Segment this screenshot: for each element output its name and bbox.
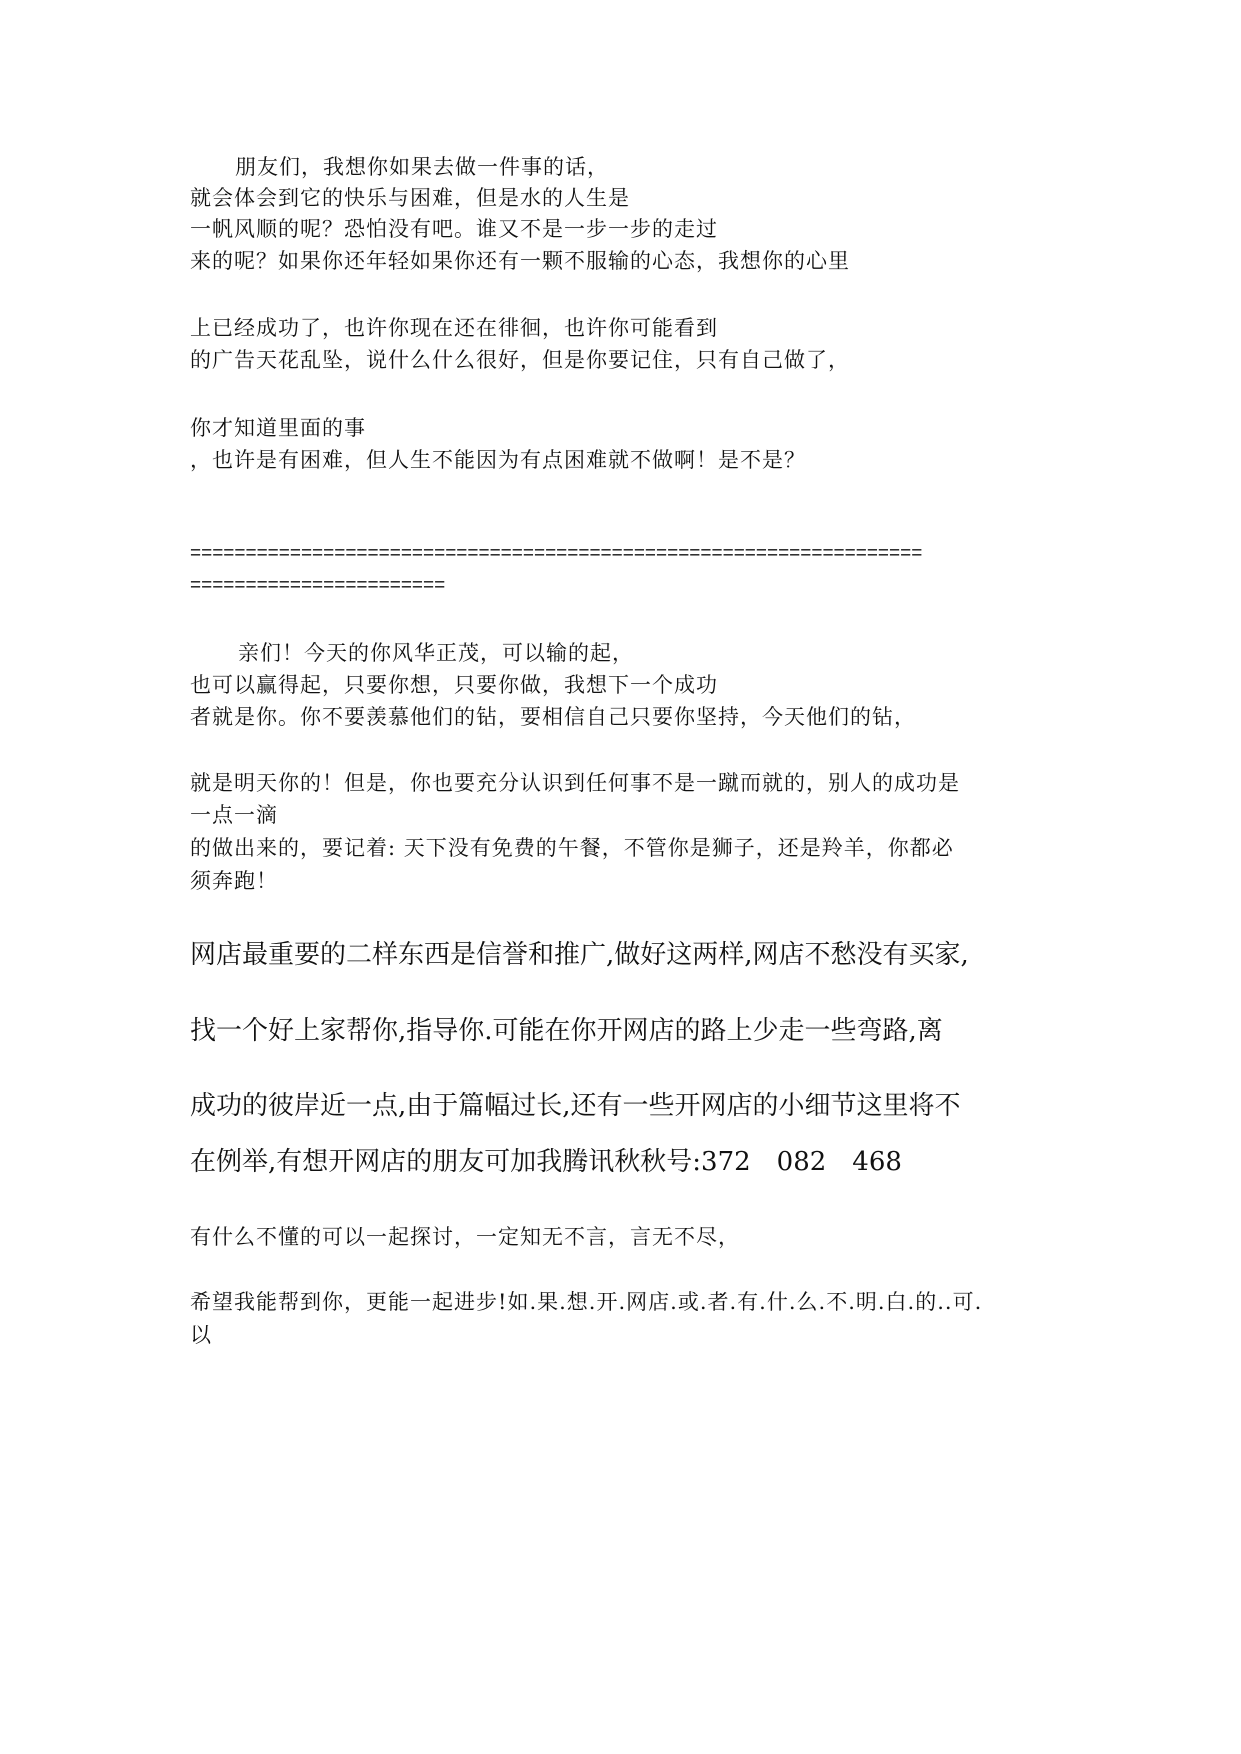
paragraph-line: 就会体会到它的快乐与困难，但是水的人生是	[190, 186, 630, 210]
paragraph-line: 来的呢？如果你还年轻如果你还有一颗不服输的心态，我想你的心里	[190, 249, 850, 273]
paragraph-line: 就是明天你的！但是，你也要充分认识到任何事不是一蹴而就的，别人的成功是	[190, 771, 960, 795]
paragraph-line: 在例举,有想开网店的朋友可加我腾讯秋秋号:372 082 468	[190, 1147, 902, 1177]
separator-line: ==================================================================	[190, 543, 923, 564]
paragraph-line: 有什么不懂的可以一起探讨，一定知无不言，言无不尽，	[190, 1225, 740, 1249]
paragraph-line: 你才知道里面的事	[190, 416, 366, 440]
paragraph-line: 成功的彼岸近一点,由于篇幅过长,还有一些开网店的小细节这里将不	[190, 1091, 961, 1121]
paragraph-line: ，也许是有困难，但人生不能因为有点困难就不做啊！是不是？	[190, 448, 806, 472]
paragraph-line: 以	[190, 1323, 212, 1347]
separator-line: =======================	[190, 575, 446, 596]
paragraph-line: 希望我能帮到你，更能一起进步!如.果.想.开.网店.或.者.有.什.么.不.明.白.的..可.	[190, 1290, 983, 1314]
paragraph-line: 朋友们，我想你如果去做一件事的话，	[235, 155, 609, 179]
paragraph-line: 找一个好上家帮你,指导你.可能在你开网店的路上少走一些弯路,离	[190, 1016, 943, 1046]
paragraph-line: 者就是你。你不要羡慕他们的钻，要相信自己只要你坚持，今天他们的钻，	[190, 705, 916, 729]
paragraph-line: 一点一滴	[190, 803, 278, 827]
paragraph-line: 一帆风顺的呢？恐怕没有吧。谁又不是一步一步的走过	[190, 217, 718, 241]
paragraph-line: 网店最重要的二样东西是信誉和推广,做好这两样,网店不愁没有买家,	[190, 940, 969, 970]
paragraph-line: 上已经成功了，也许你现在还在徘徊，也许你可能看到	[190, 316, 718, 340]
paragraph-line: 也可以赢得起，只要你想，只要你做，我想下一个成功	[190, 673, 718, 697]
paragraph-line: 的广告天花乱坠，说什么什么很好，但是你要记住，只有自己做了，	[190, 348, 850, 372]
paragraph-line: 亲们！今天的你风华正茂，可以输的起，	[238, 641, 634, 665]
paragraph-line: 的做出来的，要记着: 天下没有免费的午餐，不管你是狮子，还是羚羊，你都必	[190, 836, 954, 860]
paragraph-line: 须奔跑！	[190, 869, 278, 893]
